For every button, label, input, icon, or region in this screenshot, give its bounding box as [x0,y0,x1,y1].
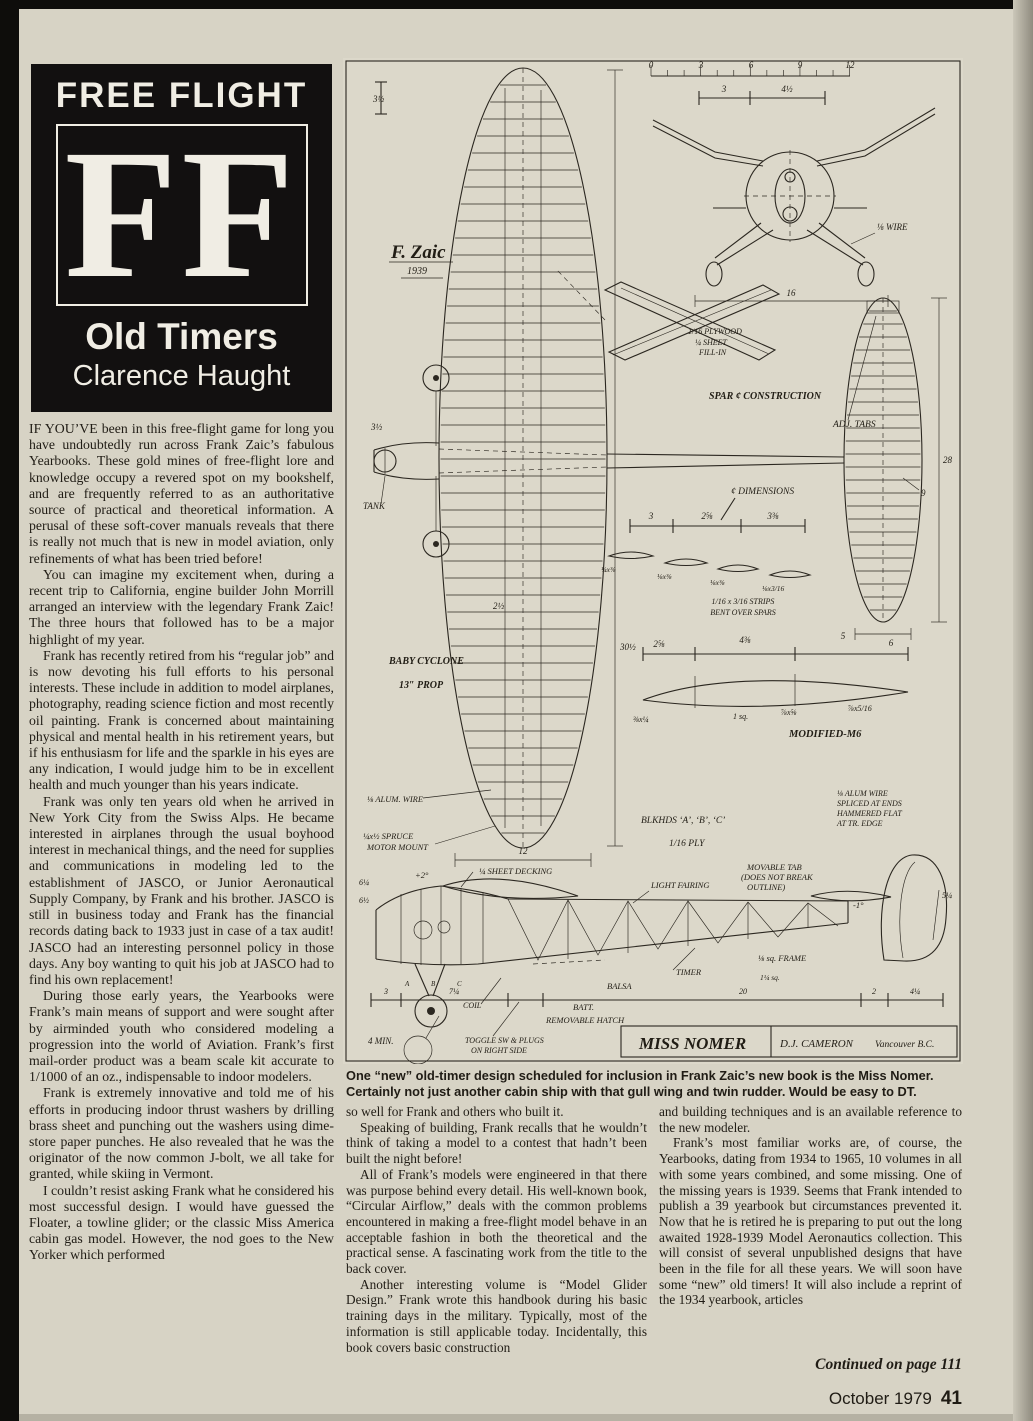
plan-label: 4¼ [910,987,920,996]
designer-signature [389,242,453,278]
plan-label: 1 sq. [733,712,749,721]
plan-label: ¼x½ SPRUCE [363,831,414,841]
plan-label: ⅛x3/16 [762,584,785,593]
scan-edge-right [1013,0,1033,1421]
plan-label: 13″ PROP [399,680,444,691]
paragraph: so well for Frank and others who built it. [346,1104,564,1119]
plan-label: TOGGLE SW & PLUGS [465,1036,544,1045]
spar-construction-detail [557,270,779,360]
plan-label: ADJ. TABS [833,420,876,430]
plan-label: 6¼ [359,878,369,887]
plan-label: COIL [463,1001,482,1010]
plan-designer: D.J. CAMERON [780,1038,854,1050]
plan-label: SPLICED AT ENDS [837,799,902,808]
plan-label: 3 [384,987,388,996]
plan-label: B [431,980,436,988]
plan-label: 1¼ sq. [760,973,780,982]
plan-label: ¢ DIMENSIONS [731,487,795,497]
paragraph: You can imagine my excitement when, during a recent trip to California, engine builder John Morrill arranged an interview with the legendary Frank Zaic! The three hours that followed has to be a major highlight of my year. [29,566,334,647]
ff-logo: FF [64,124,299,306]
airfoil-dimensions [643,647,908,661]
plan-title: MISS NOMER [639,1034,747,1053]
plan-label: REMOVABLE HATCH [546,1015,625,1025]
plan-label: 12 [518,846,528,856]
plan-label: 1/16 PLYWOOD [688,327,742,336]
signature-year: 1939 [407,266,427,277]
page-number: 41 [940,1388,962,1409]
plan-label: BLKHDS ‘A’, ‘B’, ‘C’ [641,816,726,826]
paragraph: All of Frank’s models were engineered in that there was purpose behind every detail. His well-known book, “Circular Airflow,” deals with the common problems encountered in making a free-flight model behave in an acceptable fashion in both the theoretical and the practical sense. A fascinating work from the title to the back cover. [346,1166,647,1277]
signature-name: F. Zaic [391,242,446,263]
plan-label: TIMER [676,967,702,977]
plan-label: BABY CYCLONE [389,656,464,667]
plan-label: 2 [872,987,876,996]
centerline-dimensions [630,498,805,533]
plan-label: 4⅜ [739,635,751,645]
paragraph: Frank’s most familiar works are, of course, the Yearbooks, dating from 1934 to 1965, 10 volumes in all with some years combined, and some missing. One of the missing years is 1939. Seems that Frank intended to publish a 39 yearbook but circumstances prevented it. Now that he is retired he is preparing to put out the long awaited 1928-1939 Model Aeronautics collection. This will consist of several unpublished designs that have been in the file for all these years. We will soon have some “new” old timers! It will also include a reprint of the 1934 yearbook, articles [659,1135,962,1308]
plan-label: 0 [648,60,654,70]
plan-label: 4 MIN. [368,1036,394,1046]
title-block [621,1026,957,1057]
photo-caption: One “new” old-timer design scheduled for inclusion in Frank Zaic’s new book is the Miss Nomer. Certainly not just another cabin ship with that gull wing and twin rudder. Would be easy to DT. [346,1068,934,1100]
paragraph: During those early years, the Yearbooks were Frank’s main means of support and were sought after by airminded youth who considered modeling a progression into the world of Aviation. Frank’s first mail-order product was a beam scale kit accurate to 1/1000 of an oz., indispensable to indoor modelers. [29,988,334,1085]
paragraph: and building techniques and is an available reference to the new modeler. [659,1104,962,1135]
plan-label: ⅛ WIRE [877,222,908,232]
plan-label: 1/16 PLY [669,839,705,849]
plan-label: LIGHT FAIRING [651,880,710,890]
plan-label: 1/16 x 3/16 STRIPS [711,597,775,606]
plan-label: 12 [845,60,855,70]
plan-label: 6 [888,638,894,648]
plan-label: BALSA [607,981,632,991]
paragraph: Frank is extremely innovative and told me of his efforts in producing indoor thrust washers by drilling brass sheet and punching out the washers using dime-store paper punches. He also revealed that he was the originator of the now common J-bolt, we all take for granted, while skiing in Vermont. [29,1085,334,1182]
plan-label: 4½ [781,84,793,94]
paragraph: Another interesting volume is “Model Glider Design.” Frank wrote this handbook during his basic training days in the military. Typically, most of the information is still applicable today. Incidentally, this book covers basic construction [346,1276,647,1355]
plan-label: +2° [415,870,429,880]
miss-nomer-plan [343,58,963,1064]
plan-label: MOTOR MOUNT [367,842,429,852]
article-middle-column [346,1104,647,1389]
ff-logo-frame [56,124,308,306]
plan-labels [359,60,953,1055]
plan-label: ON RIGHT SIDE [471,1046,527,1055]
plan-label: 3½ [373,94,385,104]
plan-label: 3 [721,84,727,94]
page-footer [829,1388,962,1410]
plan-label: BATT. [573,1002,595,1012]
paragraph: Frank was only ten years old when he arrived in New York City from the Swiss Alps. He became interested in airplanes through the usual boyhood interest in mechanical things, and the need for supplies and communications in modeling led to the establishment of JASCO, or Junior Aeronautical Supply Company, by Frank and his brother. JASCO is still in business today and Frank has the financial records dating back to 1933 just in case of a tax audit! JASCO had an interesting personnel policy in those days. Any boy wanting to quit his job at JASCO had to find his own replacement! [29,793,334,987]
scan-edge-top [0,0,1013,9]
column-subtitle: Old Timers [85,316,278,357]
ruler-dimension [699,91,825,105]
plan-label: 16 [786,288,796,298]
plan-label: ¼ SHEET [695,338,727,347]
plan-label: ⅛x⅜ [657,572,672,581]
plan-label: 3⅜ [767,511,779,521]
column-author: Clarence Haught [72,360,291,392]
paragraph: IF YOU’VE been in this free-flight game for long you have undoubtedly run across Frank Zaic’s fabulous Yearbooks. These gold mines of free-flight lore and knowledge occupy a revered spot on my bookshelf, and are frequently referred to as an authoritative source of practical and theoretical information. A perusal of these soft-cover manuals reveals that there is really not much that is new in model aviation, only refinements of what has been tried before! [29,421,334,566]
paragraph: Frank has recently retired from his “regular job” and is now devoting his full efforts to his personal interests. These include in addition to model airplanes, photography, reading science fiction and most recently oil painting. Frank is concerned about maintaining physical and mental health in his retirement years, but if his enthusiasm for life and the sparkle in his eyes are any indication, I would judge him to be in excellent health and much younger than his years indicate. [29,647,334,793]
modified-m6-airfoil [643,674,908,708]
continued-notice: Continued on page 111 [815,1356,962,1373]
plan-label: 2⅝ [653,639,665,649]
front-view [653,108,935,307]
plan-label: 2⅝ [701,511,713,521]
plan-label: ⅛ ALUM WIRE [837,789,888,798]
plan-label: C [457,980,462,988]
plan-label: 3 [648,511,654,521]
plan-label: SPAR ¢ CONSTRUCTION [709,391,822,402]
plan-label: (DOES NOT BREAK [741,872,813,882]
paragraph: I couldn’t resist asking Frank what he considered his most successful design. I would have guessed the Floater, a towline glider; or the classic Miss America cabin gas model. However, the nod goes to the New Yorker which performed [29,1182,334,1263]
plan-label: 9 [921,488,926,498]
plan-label: OUTLINE) [747,882,786,892]
plan-label: TANK [363,501,385,511]
issue-date: October 1979 [828,1389,932,1408]
plan-label: ⅛ ALUM. WIRE [367,794,424,804]
plan-label: MODIFIED-M6 [789,729,862,740]
plan-label: 5 [840,631,846,641]
article-left-column [29,421,334,1264]
plan-label: ¼ SHEET DECKING [479,866,553,876]
plan-label: 6 [748,60,754,70]
plan-label: 28 [943,455,952,465]
plan-label: ⅜x¼ [633,715,649,724]
plan-label: 3½ [371,422,383,432]
stab-planform [844,298,947,640]
plan-label: 2½ [493,601,505,611]
plan-border [346,61,960,1061]
plan-label: 20 [739,987,747,996]
plan-label: 30½ [620,642,636,652]
column-title: FREE FLIGHT [55,76,308,115]
plan-label: A [405,980,410,988]
plan-location: Vancouver B.C. [875,1040,935,1050]
plan-label: -1° [853,900,864,910]
paragraph: Speaking of building, Frank recalls that he wouldn’t think of taking a model to a contest that hadn’t been built the night before! [346,1119,647,1167]
column-masthead [31,64,332,412]
plan-label: FILL-IN [699,348,727,357]
plan-label: ⅞x5/16 [848,704,872,713]
plan-label: 7¼ [449,987,459,996]
plan-label: 3 [698,60,704,70]
plan-label: ⅛ sq. FRAME [758,953,807,963]
plan-label: BENT OVER SPARS [710,608,776,617]
plan-label: 5¼ [942,891,952,900]
plan-label: 6½ [359,896,369,905]
rib-sections [609,552,810,578]
plan-label: AT TR. EDGE [837,819,883,828]
scan-edge-bottom [19,1414,1013,1421]
scan-edge-left [0,0,19,1421]
plan-label: ⅛x⅜ [710,578,725,587]
plan-drawing-area [343,58,963,1064]
plan-label: HAMMERED FLAT [837,809,902,818]
article-right-column [659,1104,962,1354]
plan-label: 9 [797,60,803,70]
plan-label: ⅞x⅝ [781,708,797,717]
plan-label: ¼x⅜ [601,565,616,574]
plan-label: MOVABLE TAB [747,862,802,872]
